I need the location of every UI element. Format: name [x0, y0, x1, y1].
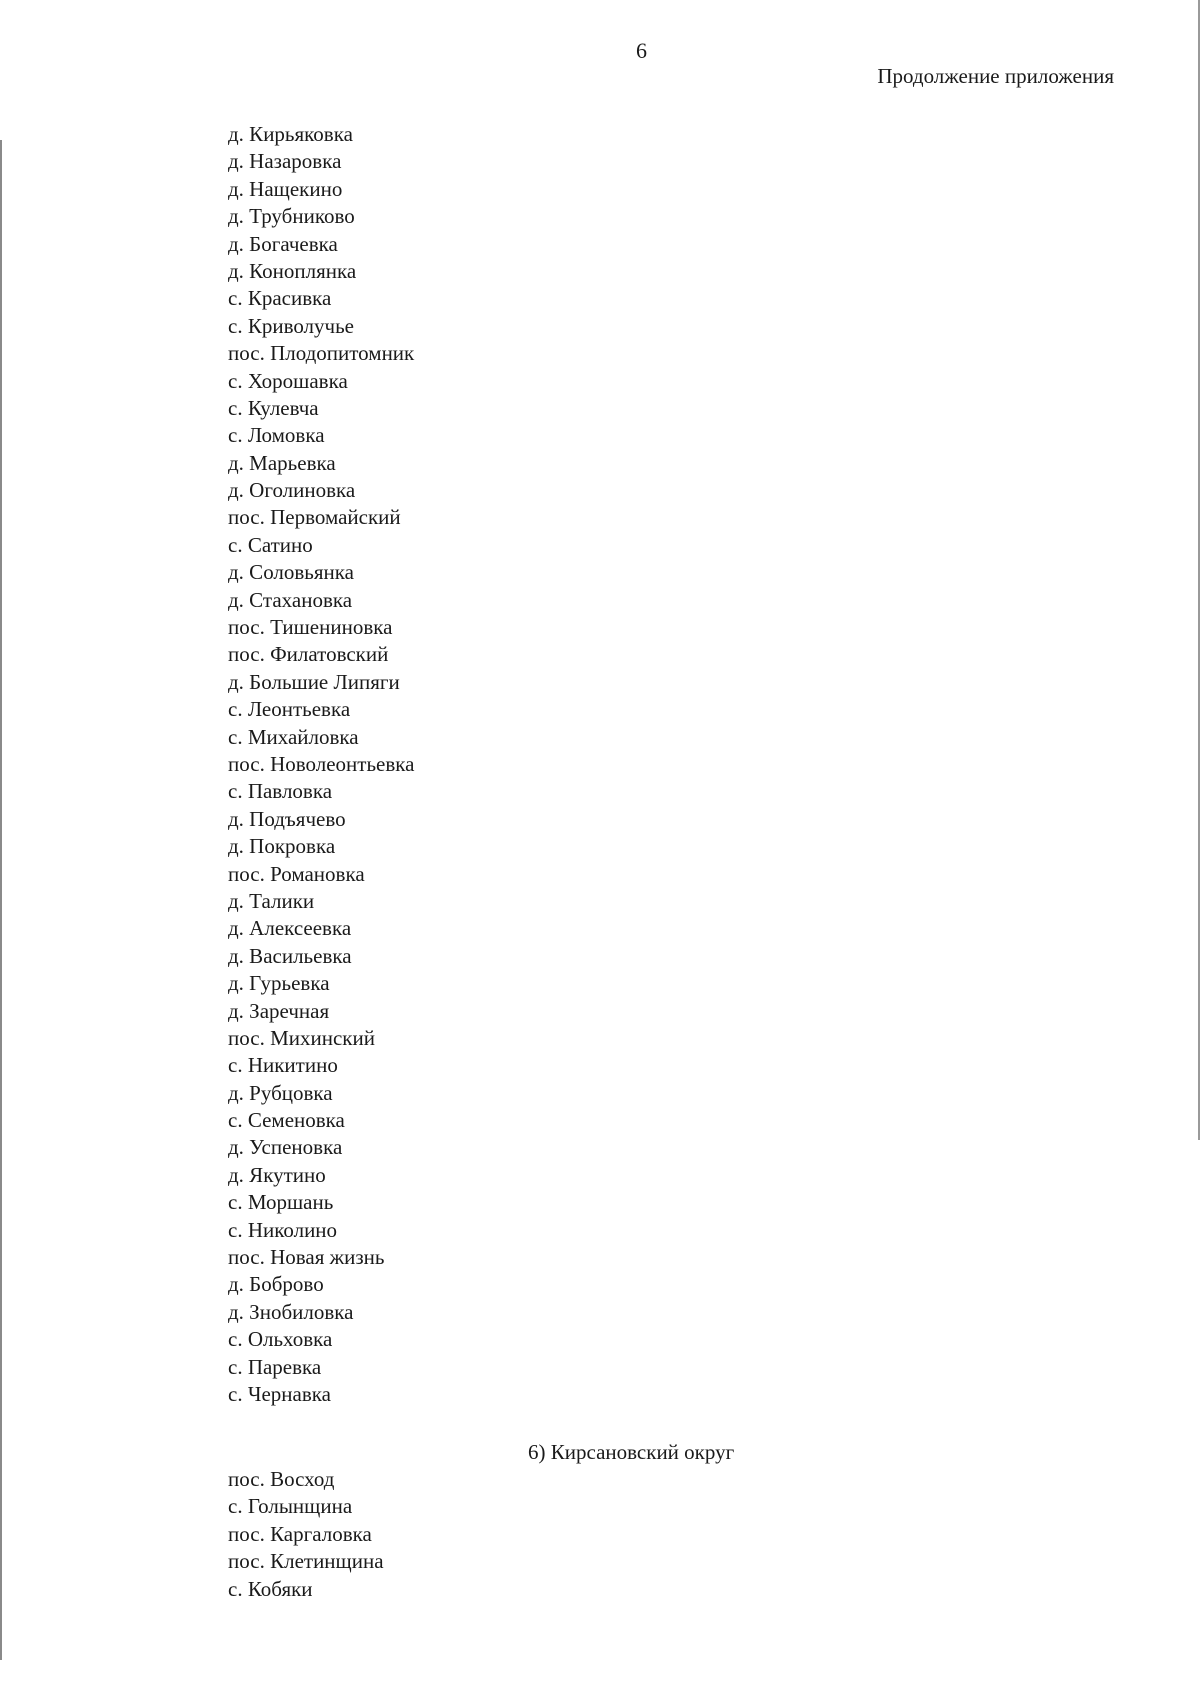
settlement-item: с. Кобяки [228, 1576, 313, 1601]
settlement-item: с. Никитино [228, 1053, 338, 1078]
settlement-item: с. Леонтьевка [228, 697, 351, 722]
settlement-list [228, 121, 414, 1408]
settlement-item: с. Семеновка [228, 1108, 345, 1133]
settlement-item: д. Якутино [228, 1162, 326, 1187]
section-heading-kirsanovsky: 6) Кирсановский округ [528, 1440, 735, 1464]
settlement-item: д. Знобиловка [228, 1299, 354, 1324]
settlement-item: с. Ольховка [228, 1327, 333, 1352]
settlement-item: пос. Каргаловка [228, 1521, 372, 1546]
settlement-item: д. Рубцовка [228, 1080, 333, 1105]
settlement-item: д. Марьевка [228, 450, 336, 475]
continuation-label: Продолжение приложения [877, 64, 1114, 88]
settlement-item: с. Михайловка [228, 724, 359, 749]
settlement-item: д. Боброво [228, 1272, 324, 1297]
settlement-item: с. Красивка [228, 286, 332, 311]
settlement-item: д. Стахановка [228, 587, 353, 612]
settlement-item: пос. Тишениновка [228, 615, 393, 640]
settlement-item: д. Заречная [228, 998, 330, 1023]
settlement-item: с. Паревка [228, 1354, 322, 1379]
settlement-item: пос. Филатовский [228, 642, 389, 667]
settlement-item: с. Сатино [228, 532, 313, 557]
settlement-item: д. Коноплянка [228, 258, 357, 283]
settlement-item: д. Кирьяковка [228, 122, 353, 146]
settlement-item: пос. Восход [228, 1467, 335, 1491]
settlement-item: д. Трубниково [228, 204, 355, 229]
settlement-item: д. Успеновка [228, 1135, 343, 1160]
settlement-item: пос. Плодопитомник [228, 341, 415, 366]
page-number: 6 [636, 38, 647, 63]
settlement-item: с. Ломовка [228, 423, 325, 448]
settlement-item: пос. Новая жизнь [228, 1245, 385, 1270]
settlement-item: д. Гурьевка [228, 971, 330, 996]
settlement-item: с. Моршань [228, 1190, 334, 1215]
settlement-item: д. Назаровка [228, 149, 342, 174]
settlement-item: пос. Новолеонтьевка [228, 751, 415, 776]
scan-edge-left [0, 140, 2, 1660]
settlement-item: д. Подъячево [228, 806, 346, 831]
settlement-item: пос. Первомайский [228, 505, 401, 530]
settlement-item: д. Оголиновка [228, 478, 356, 503]
settlement-item: с. Павловка [228, 779, 333, 804]
settlement-item: д. Васильевка [228, 943, 352, 968]
kirsanovsky-settlement-list [228, 1466, 384, 1603]
settlement-item: д. Нащекино [228, 176, 343, 201]
settlement-item: д. Соловьянка [228, 560, 354, 585]
settlement-item: с. Криволучье [228, 313, 354, 338]
settlement-item: с. Кулевча [228, 395, 319, 420]
settlement-item: д. Алексеевка [228, 916, 352, 941]
settlement-item: пос. Михинский [228, 1025, 375, 1050]
settlement-item: пос. Клетинщина [228, 1549, 384, 1574]
settlement-item: д. Покровка [228, 834, 336, 859]
settlement-item: с. Чернавка [228, 1381, 331, 1406]
settlement-item: д. Талики [228, 888, 315, 913]
settlement-item: д. Богачевка [228, 231, 338, 256]
settlement-item: д. Большие Липяги [228, 669, 400, 694]
settlement-item: с. Хорошавка [228, 368, 348, 393]
settlement-item: с. Голынщина [228, 1494, 353, 1519]
settlement-item: пос. Романовка [228, 861, 365, 886]
settlement-item: с. Николино [228, 1217, 338, 1242]
